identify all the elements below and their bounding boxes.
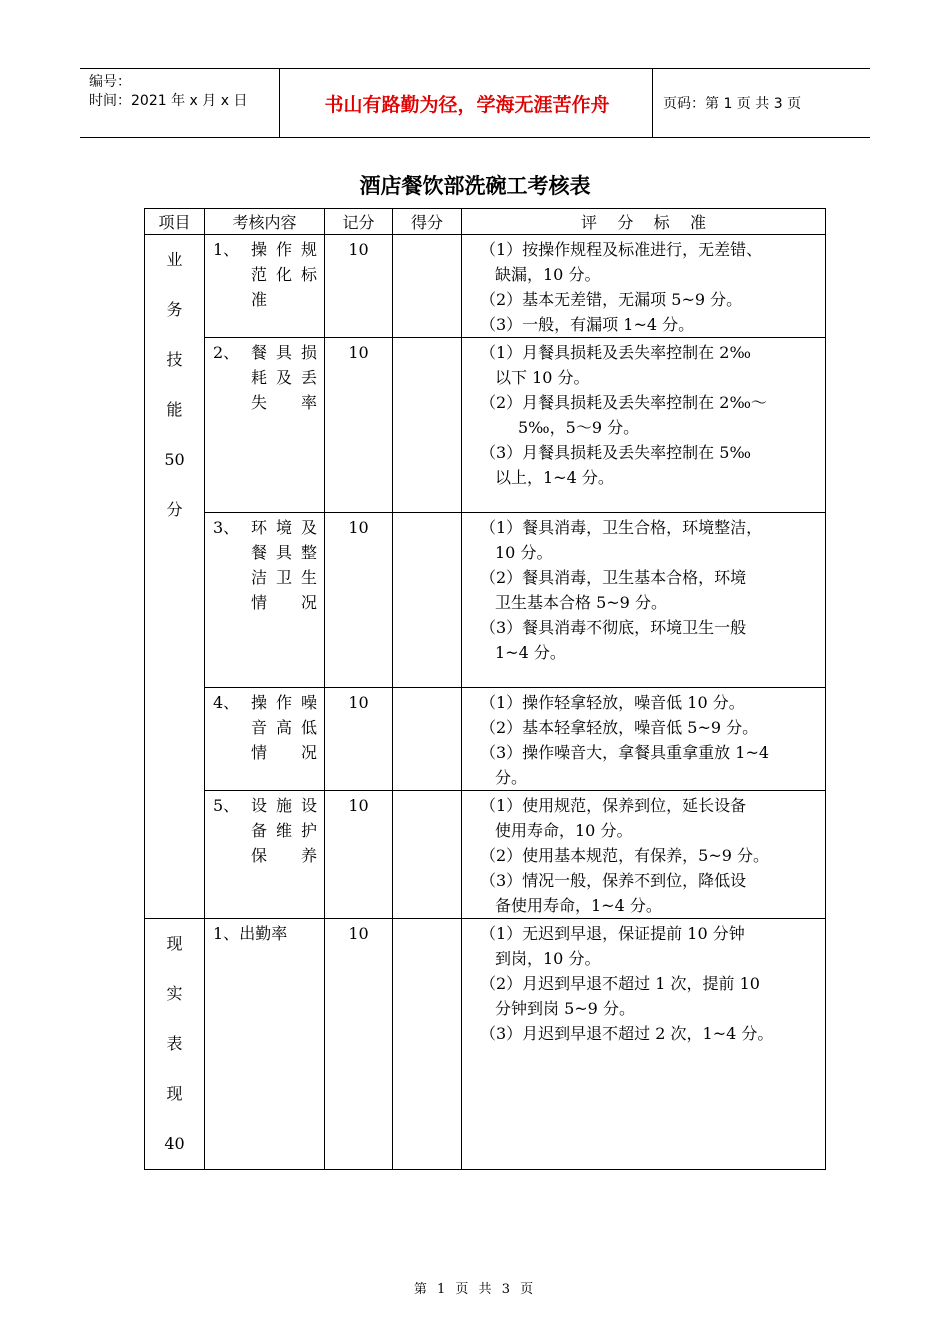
table-row (145, 919, 826, 1170)
content-cell (205, 688, 325, 791)
category-char: 现 (166, 1084, 183, 1103)
got-score-cell (393, 235, 462, 338)
criteria-line: （2）餐具消毒，卫生基本合格，环境 (480, 568, 747, 587)
criteria-line: （2）基本无差错，无漏项 5~9 分。 (480, 290, 743, 309)
item-content: 环境及餐具整洁卫生情况 (251, 518, 318, 612)
criteria-line: 1~4 分。 (495, 643, 566, 662)
header-content: 考核内容 (205, 209, 325, 235)
criteria-cell (462, 338, 826, 513)
criteria-line: （3）操作噪音大，拿餐具重拿重放 1~4 (480, 743, 770, 762)
score-cell: 10 (325, 791, 393, 919)
content-cell (205, 513, 325, 688)
content-cell (205, 919, 325, 1170)
item-number: 3、 (213, 518, 240, 537)
criteria-item (480, 237, 815, 287)
table-row (145, 688, 826, 791)
criteria-line: （1）操作轻拿轻放，噪音低 10 分。 (480, 693, 745, 712)
got-score-cell (393, 338, 462, 513)
criteria-item (480, 340, 815, 390)
criteria-cell (462, 235, 826, 338)
score-cell: 10 (325, 688, 393, 791)
header-item: 项目 (145, 209, 205, 235)
header-criteria: 评 分 标 准 (462, 209, 826, 235)
criteria-line: 到岗，10 分。 (495, 949, 601, 968)
time-label: 时间：2021 年 x 月 x 日 (89, 93, 248, 109)
score-cell: 10 (325, 919, 393, 1170)
criteria-line: （2）基本轻拿轻放，噪音低 5~9 分。 (480, 718, 759, 737)
criteria-line: 以下 10 分。 (495, 368, 590, 387)
assessment-table (144, 208, 826, 1170)
content-cell (205, 338, 325, 513)
table-row (145, 791, 826, 919)
criteria-line: （3）一般，有漏项 1~4 分。 (480, 315, 695, 334)
criteria-line: 备使用寿命，1~4 分。 (495, 896, 662, 915)
criteria-line: 以上，1~4 分。 (495, 468, 614, 487)
criteria-line: 10 分。 (495, 543, 553, 562)
category-char: 技 (166, 350, 183, 369)
document-title: 酒店餐饮部洗碗工考核表 (359, 173, 591, 198)
criteria-line: 卫生基本合格 5~9 分。 (495, 593, 667, 612)
criteria-item (480, 312, 815, 337)
header-page-label: 页码：第 1 页 共 3 页 (663, 96, 802, 112)
score-cell: 10 (325, 338, 393, 513)
header-meta (80, 69, 280, 137)
item-content: 餐具损耗及丢失率 (251, 343, 318, 412)
criteria-line: （3）餐具消毒不彻底，环境卫生一般 (480, 618, 747, 637)
category-char: 业 (166, 250, 183, 269)
criteria-item (480, 615, 815, 665)
criteria-line: （3）月迟到早退不超过 2 次，1~4 分。 (480, 1024, 774, 1043)
page-footer: 第 1 页 共 3 页 (413, 1282, 537, 1297)
criteria-item (480, 565, 815, 615)
criteria-item (480, 868, 815, 918)
category-char: 务 (166, 300, 183, 319)
item-content: 设施设备维护保养 (251, 796, 318, 865)
table-header-row (145, 209, 826, 235)
criteria-line: （3）月餐具损耗及丢失率控制在 5‰ (480, 443, 751, 462)
criteria-item (480, 287, 815, 312)
score-cell: 10 (325, 235, 393, 338)
category-business-skills (145, 235, 205, 919)
criteria-item (480, 515, 815, 565)
criteria-line: （2）月迟到早退不超过 1 次，提前 10 (480, 974, 760, 993)
got-score-cell (393, 688, 462, 791)
criteria-line: （1）无迟到早退，保证提前 10 分钟 (480, 924, 745, 943)
category-performance (145, 919, 205, 1170)
category-char: 现 (166, 934, 183, 953)
criteria-cell (462, 688, 826, 791)
category-char: 40 (164, 1134, 185, 1153)
category-char: 分 (166, 500, 183, 519)
header-got: 得分 (393, 209, 462, 235)
criteria-item (480, 390, 815, 440)
criteria-item (480, 921, 815, 971)
item-content: 出勤率 (239, 924, 288, 943)
criteria-item (480, 440, 815, 490)
header-motto: 书山有路勤为径，学海无涯苦作舟 (282, 69, 653, 137)
criteria-line: 5‰，5～9 分。 (518, 418, 640, 437)
criteria-line: （3）情况一般，保养不到位，降低设 (480, 871, 747, 890)
criteria-item (480, 971, 815, 1021)
score-cell: 10 (325, 513, 393, 688)
table-row (145, 513, 826, 688)
item-content: 操作噪音高低情况 (251, 693, 318, 762)
criteria-cell (462, 919, 826, 1170)
criteria-cell (462, 513, 826, 688)
item-number: 1、 (213, 924, 240, 943)
criteria-item (480, 1021, 815, 1046)
table-row (145, 235, 826, 338)
item-content: 操作规范化标准 (251, 240, 318, 309)
criteria-line: （1）按操作规程及标准进行，无差错、 (480, 240, 763, 259)
got-score-cell (393, 919, 462, 1170)
table-row (145, 338, 826, 513)
number-label: 编号： (89, 74, 131, 90)
criteria-item (480, 740, 815, 790)
content-cell (205, 791, 325, 919)
criteria-line: （1）月餐具损耗及丢失率控制在 2‰ (480, 343, 751, 362)
criteria-line: （2）使用基本规范，有保养，5~9 分。 (480, 846, 770, 865)
got-score-cell (393, 791, 462, 919)
got-score-cell (393, 513, 462, 688)
category-char: 表 (166, 1034, 183, 1053)
item-number: 1、 (213, 240, 240, 259)
criteria-line: （2）月餐具损耗及丢失率控制在 2‰～ (480, 393, 767, 412)
item-number: 2、 (213, 343, 240, 362)
criteria-line: 分钟到岗 5~9 分。 (495, 999, 635, 1018)
item-number: 4、 (213, 693, 240, 712)
criteria-line: 缺漏，10 分。 (495, 265, 601, 284)
criteria-line: 分。 (495, 768, 528, 787)
criteria-line: 使用寿命，10 分。 (495, 821, 633, 840)
criteria-item (480, 793, 815, 843)
category-char: 能 (166, 400, 183, 419)
header-score: 记分 (325, 209, 393, 235)
criteria-line: （1）使用规范，保养到位，延长设备 (480, 796, 747, 815)
criteria-item (480, 843, 815, 868)
item-number: 5、 (213, 796, 240, 815)
category-char: 50 (164, 450, 185, 469)
content-cell (205, 235, 325, 338)
page-header (80, 68, 870, 138)
criteria-item (480, 690, 815, 715)
category-char: 实 (166, 984, 183, 1003)
criteria-line: （1）餐具消毒，卫生合格，环境整洁， (480, 518, 763, 537)
criteria-item (480, 715, 815, 740)
criteria-cell (462, 791, 826, 919)
